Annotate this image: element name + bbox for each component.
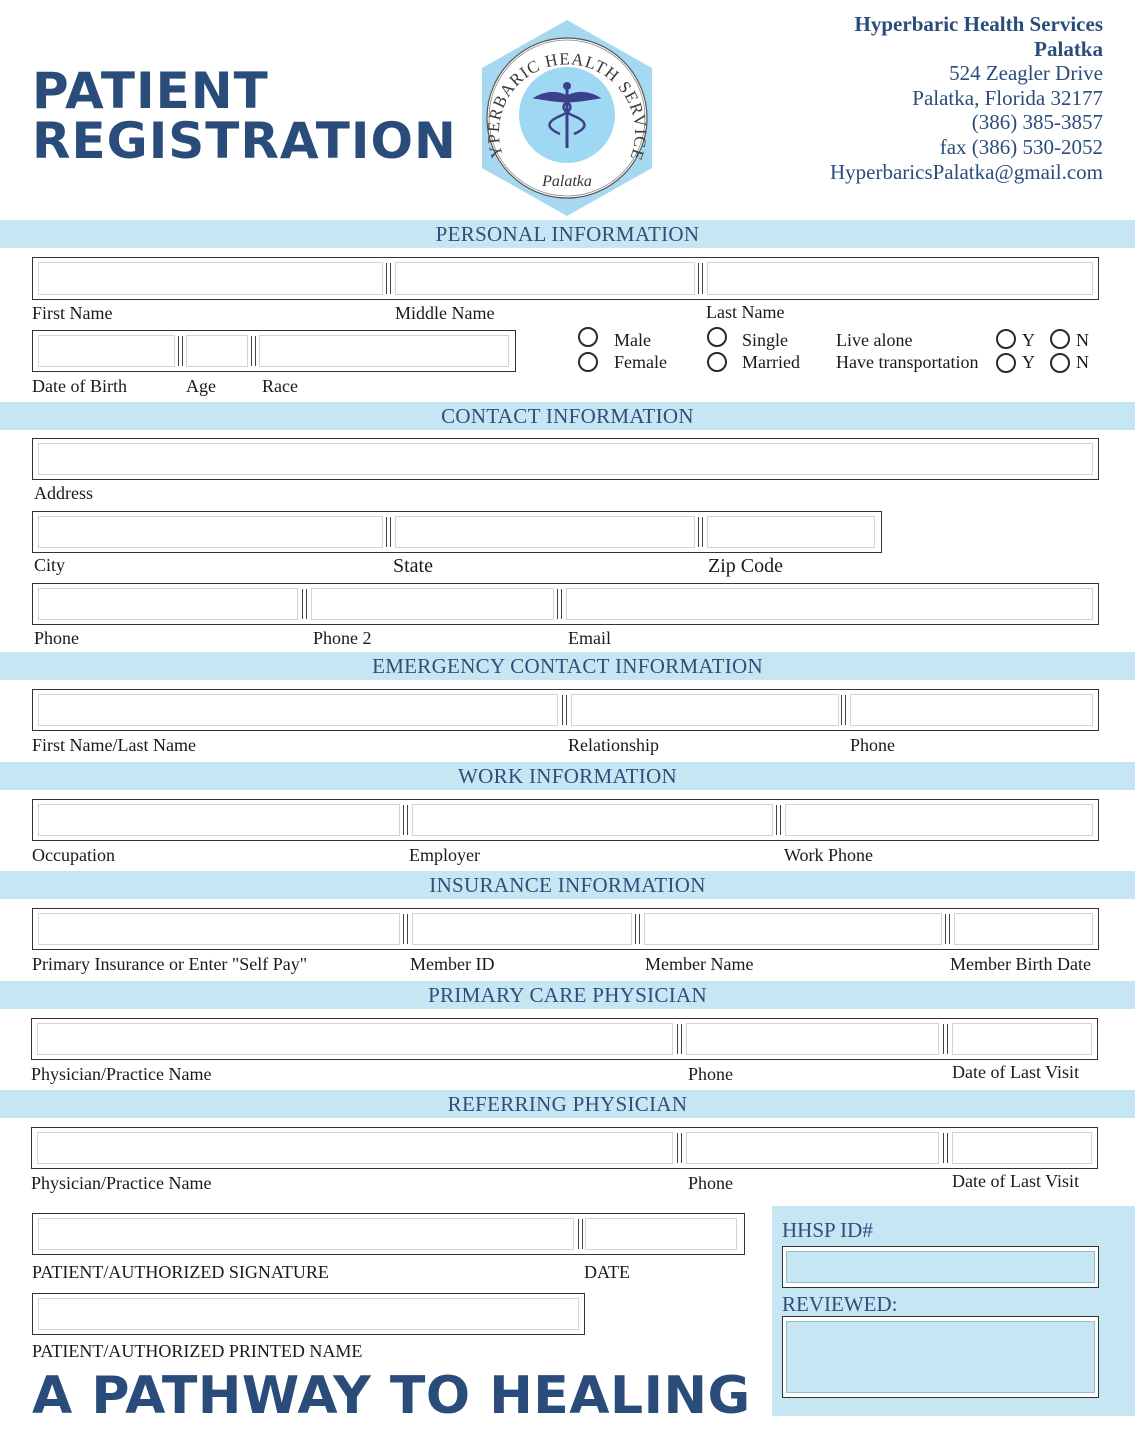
- section-contact-information: CONTACT INFORMATION: [0, 402, 1135, 430]
- clinic-email[interactable]: HyperbaricsPalatka@gmail.com: [830, 159, 1103, 184]
- signature-input[interactable]: [38, 1218, 574, 1250]
- field-divider: [698, 263, 703, 294]
- live-alone-no-radio[interactable]: [1050, 329, 1070, 349]
- pcp-name-input[interactable]: [37, 1023, 673, 1055]
- employer-label: Employer: [409, 845, 480, 865]
- state-input[interactable]: [395, 516, 695, 548]
- clinic-contact-block: [830, 12, 1103, 184]
- signature-date-label: DATE: [584, 1262, 630, 1282]
- emergency-field-group: [32, 689, 1099, 731]
- referring-last-visit-input[interactable]: [952, 1132, 1092, 1164]
- emergency-name-input[interactable]: [38, 694, 558, 726]
- field-divider: [562, 695, 567, 725]
- member-name-input[interactable]: [644, 913, 942, 945]
- pcp-last-visit-label: Date of Last Visit: [952, 1062, 1080, 1082]
- field-divider: [677, 1024, 682, 1054]
- female-label: Female: [614, 352, 667, 372]
- field-divider: [403, 805, 408, 835]
- signature-field-group: [32, 1213, 745, 1255]
- primary-insurance-label: Primary Insurance or Enter "Self Pay": [32, 954, 308, 974]
- hhsp-id-field: [782, 1246, 1099, 1288]
- emergency-relationship-input[interactable]: [571, 694, 839, 726]
- field-divider: [302, 589, 307, 619]
- address-line2: Palatka, Florida 32177: [912, 85, 1103, 110]
- work-field-group: [32, 799, 1099, 841]
- first-name-input[interactable]: [38, 262, 383, 295]
- hhsp-id-label: HHSP ID#: [782, 1218, 873, 1242]
- address-label: Address: [34, 483, 93, 503]
- single-radio[interactable]: [707, 327, 727, 347]
- pcp-field-group: [31, 1018, 1098, 1060]
- pcp-phone-input[interactable]: [686, 1023, 939, 1055]
- hhsp-id-input[interactable]: [786, 1251, 1095, 1283]
- referring-name-label: Physician/Practice Name: [31, 1173, 212, 1193]
- member-name-label: Member Name: [645, 954, 754, 974]
- female-radio[interactable]: [578, 352, 598, 372]
- logo-location-text: Palatka: [542, 173, 592, 190]
- field-divider: [178, 336, 183, 366]
- middle-name-input[interactable]: [395, 262, 695, 295]
- tagline: A PATHWAY TO HEALING: [32, 1366, 751, 1426]
- field-divider: [557, 589, 562, 619]
- zip-code-input[interactable]: [707, 516, 875, 548]
- reviewed-label: REVIEWED:: [782, 1292, 898, 1316]
- field-divider: [841, 695, 846, 725]
- zip-code-label: Zip Code: [708, 555, 783, 577]
- address-input[interactable]: [38, 443, 1093, 475]
- section-emergency-contact: EMERGENCY CONTACT INFORMATION: [0, 652, 1135, 680]
- dob-age-race-group: [32, 330, 516, 372]
- transportation-no-radio[interactable]: [1050, 353, 1070, 373]
- no-label: N: [1076, 352, 1089, 372]
- page-title-line1: PATIENT: [32, 62, 269, 120]
- city-input[interactable]: [38, 516, 383, 548]
- insurance-field-group: [32, 908, 1099, 950]
- printed-name-label: PATIENT/AUTHORIZED PRINTED NAME: [32, 1341, 363, 1361]
- pcp-last-visit-input[interactable]: [952, 1023, 1092, 1055]
- occupation-label: Occupation: [32, 845, 115, 865]
- employer-input[interactable]: [412, 804, 773, 836]
- city-state-zip-group: [32, 511, 882, 553]
- last-name-label: Last Name: [706, 302, 785, 322]
- printed-name-field-group: [32, 1293, 585, 1335]
- field-divider: [776, 805, 781, 835]
- section-work-information: WORK INFORMATION: [0, 762, 1135, 790]
- field-divider: [943, 1024, 948, 1054]
- member-id-input[interactable]: [412, 913, 632, 945]
- referring-phone-label: Phone: [688, 1173, 733, 1193]
- married-label: Married: [742, 352, 800, 372]
- phone-input[interactable]: [38, 588, 298, 620]
- org-name: Hyperbaric Health Services: [854, 12, 1103, 36]
- name-field-group: [32, 257, 1099, 300]
- section-insurance-information: INSURANCE INFORMATION: [0, 871, 1135, 899]
- middle-name-label: Middle Name: [395, 303, 495, 323]
- city-label: City: [34, 555, 66, 575]
- date-of-birth-input[interactable]: [38, 335, 175, 367]
- field-divider: [635, 914, 640, 944]
- emergency-phone-label: Phone: [850, 735, 895, 755]
- logo: [476, 18, 658, 218]
- work-phone-input[interactable]: [785, 804, 1093, 836]
- pcp-name-label: Physician/Practice Name: [31, 1064, 212, 1084]
- pcp-phone-label: Phone: [688, 1064, 733, 1084]
- email-label: Email: [568, 628, 611, 648]
- phone-email-group: [32, 583, 1099, 625]
- race-input[interactable]: [259, 335, 509, 367]
- state-label: State: [393, 555, 433, 577]
- primary-insurance-input[interactable]: [38, 913, 400, 945]
- field-divider: [386, 263, 391, 294]
- referring-name-input[interactable]: [37, 1132, 673, 1164]
- member-birth-date-input[interactable]: [954, 913, 1093, 945]
- section-referring-physician: REFERRING PHYSICIAN: [0, 1090, 1135, 1118]
- emergency-phone-input[interactable]: [850, 694, 1093, 726]
- age-label: Age: [186, 376, 216, 396]
- field-divider: [386, 517, 391, 547]
- transportation-yes-radio[interactable]: [996, 353, 1016, 373]
- race-label: Race: [262, 376, 298, 396]
- phone2-label: Phone 2: [313, 628, 372, 648]
- phone2-input[interactable]: [311, 588, 554, 620]
- field-divider: [251, 336, 256, 366]
- address-field-group: [32, 438, 1099, 480]
- first-name-label: First Name: [32, 303, 113, 323]
- male-label: Male: [614, 330, 651, 350]
- live-alone-label: Live alone: [836, 330, 913, 350]
- printed-name-input[interactable]: [38, 1298, 579, 1330]
- reviewed-input[interactable]: [786, 1321, 1095, 1393]
- live-alone-yes-radio[interactable]: [996, 329, 1016, 349]
- member-birth-date-label: Member Birth Date: [950, 954, 1091, 974]
- referring-last-visit-label: Date of Last Visit: [952, 1171, 1080, 1191]
- last-name-input[interactable]: [707, 262, 1093, 295]
- email-input[interactable]: [566, 588, 1093, 620]
- office-use-panel: [772, 1206, 1135, 1416]
- dob-label: Date of Birth: [32, 376, 127, 396]
- field-divider: [677, 1133, 682, 1163]
- address-line1: 524 Zeagler Drive: [949, 61, 1103, 86]
- referring-field-group: [31, 1127, 1098, 1169]
- clinic-fax: fax (386) 530-2052: [939, 134, 1103, 159]
- phone-label: Phone: [34, 628, 79, 648]
- section-personal-information: PERSONAL INFORMATION: [0, 220, 1135, 248]
- member-id-label: Member ID: [410, 954, 495, 974]
- referring-phone-input[interactable]: [686, 1132, 939, 1164]
- male-radio[interactable]: [578, 327, 598, 347]
- yes-label: Y: [1022, 330, 1035, 350]
- married-radio[interactable]: [707, 352, 727, 372]
- field-divider: [578, 1219, 583, 1249]
- page-title-line2: REGISTRATION: [32, 112, 457, 170]
- age-input[interactable]: [186, 335, 248, 367]
- occupation-input[interactable]: [38, 804, 400, 836]
- field-divider: [698, 517, 703, 547]
- emergency-relationship-label: Relationship: [568, 735, 659, 755]
- org-city: Palatka: [1034, 36, 1103, 61]
- have-transportation-label: Have transportation: [836, 352, 979, 372]
- reviewed-field: [782, 1316, 1099, 1398]
- signature-label: PATIENT/AUTHORIZED SIGNATURE: [32, 1262, 329, 1282]
- field-divider: [945, 914, 950, 944]
- signature-date-input[interactable]: [585, 1218, 737, 1250]
- clinic-phone: (386) 385-3857: [971, 110, 1103, 135]
- single-label: Single: [742, 330, 789, 350]
- field-divider: [943, 1133, 948, 1163]
- work-phone-label: Work Phone: [784, 845, 874, 865]
- logo-ring-text: YPERBARIC HEALTH SERVICE: [483, 49, 651, 164]
- no-label: N: [1076, 330, 1089, 350]
- section-primary-care-physician: PRIMARY CARE PHYSICIAN: [0, 981, 1135, 1009]
- field-divider: [403, 914, 408, 944]
- emergency-name-label: First Name/Last Name: [32, 735, 196, 755]
- yes-label: Y: [1022, 352, 1035, 372]
